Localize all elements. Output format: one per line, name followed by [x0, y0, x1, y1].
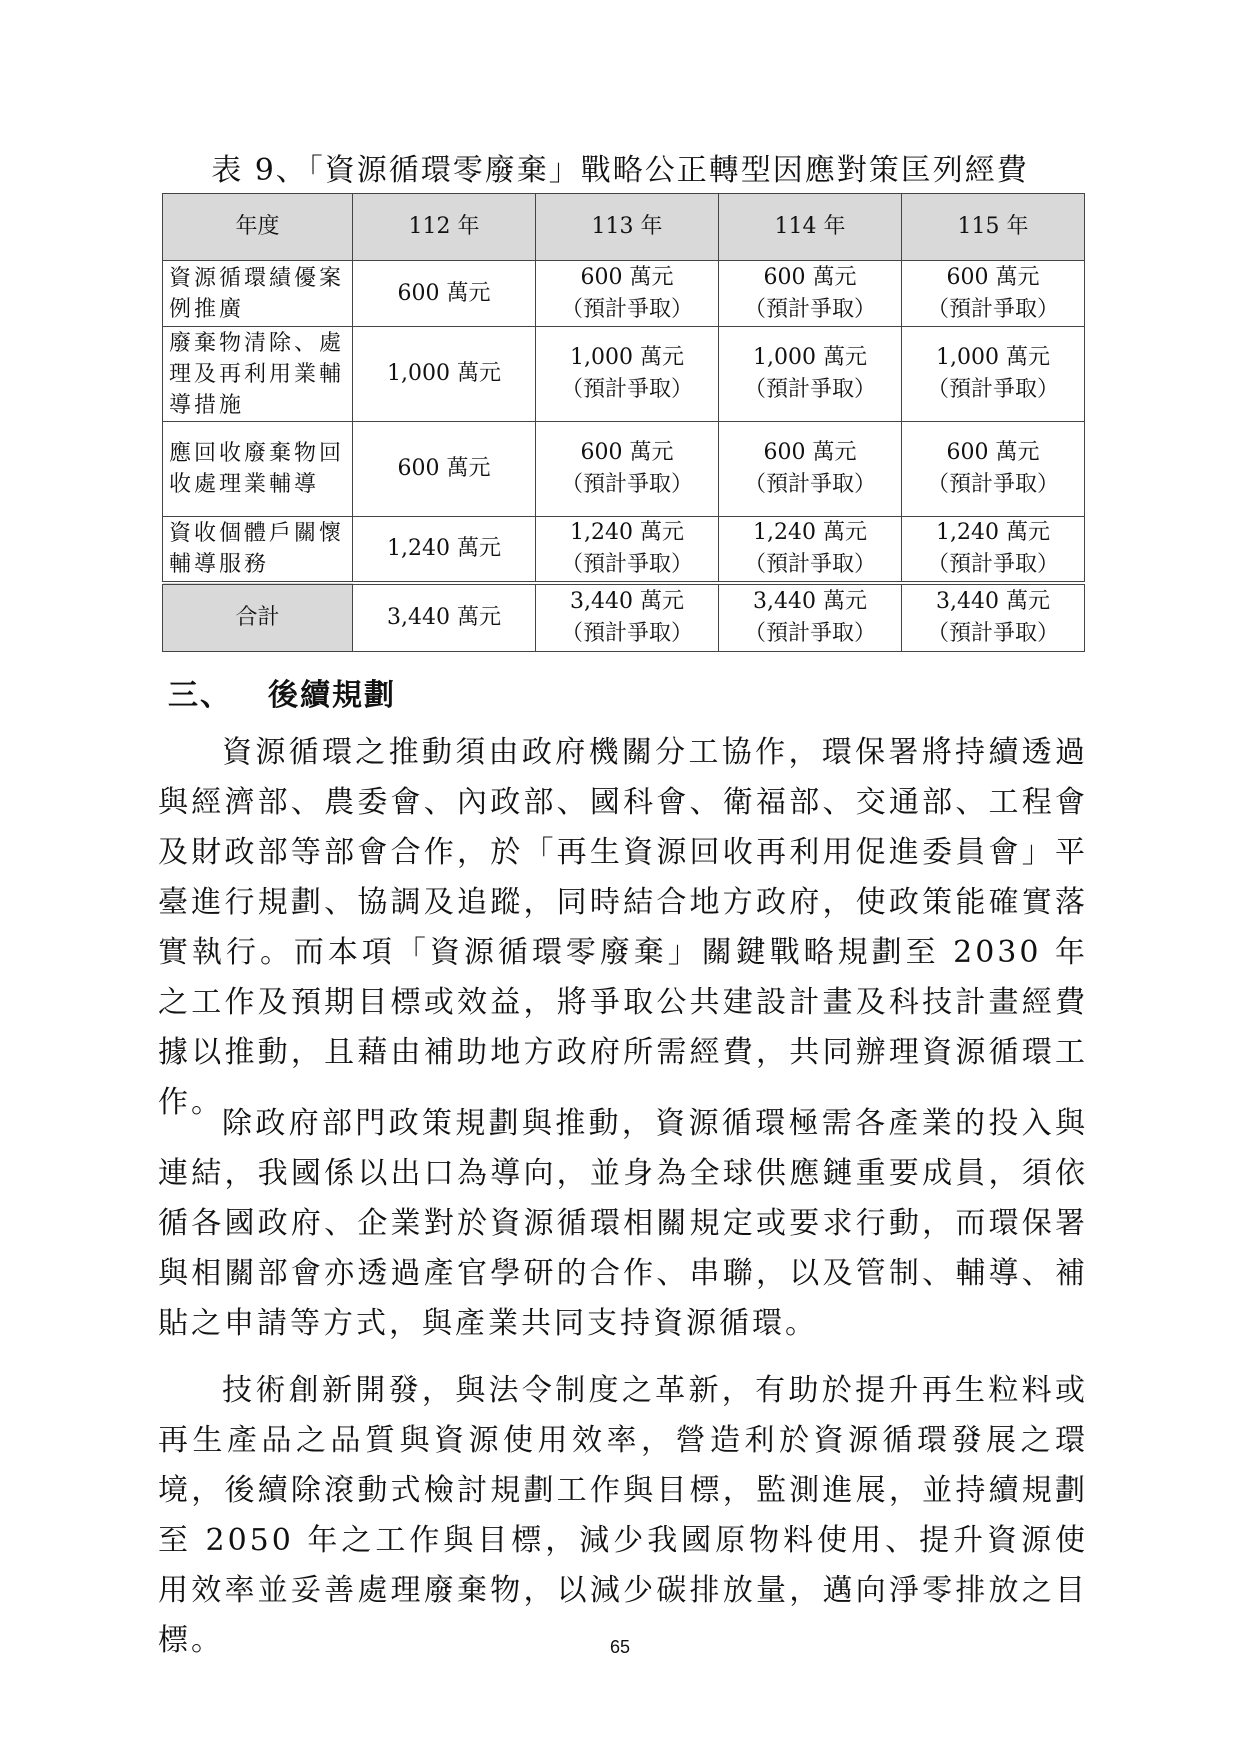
- table-cell: [353, 327, 536, 422]
- cell-note: （預計爭取）: [743, 296, 876, 322]
- cell-note: （預計爭取）: [926, 377, 1059, 402]
- cell-note: （預計爭取）: [926, 472, 1059, 497]
- table-cell: [719, 422, 902, 517]
- cell-amount: 3,440 萬元: [387, 604, 501, 630]
- body-paragraph: 技術創新開發，與法令制度之革新，有助於提升再生粒料或再生產品之品質與資源使用效率，營造利於資源循環發展之環境，後續除滾動式檢討規劃工作與目標，監測進展，並持續規劃至 2050 年之工作與目標，減少我國原物料使用、提升資源使用效率並妥善處理廢棄物，以減少碳排放量，邁向淨零排放之目標。: [158, 1373, 1088, 1658]
- cell-amount: 1,000 萬元: [570, 345, 684, 370]
- cell-note: （預計爭取）: [743, 377, 876, 402]
- cell-amount: 3,440 萬元: [570, 588, 684, 614]
- section-title: 後續規劃: [268, 678, 396, 713]
- cell-note: （預計爭取）: [560, 296, 693, 322]
- body-paragraph: 資源循環之推動須由政府機關分工協作，環保署將持續透過與經濟部、農委會、內政部、國科會、衛福部、交通部、工程會及財政部等部會合作，於「再生資源回收再利用促進委員會」平臺進行規劃、協調及追蹤，同時結合地方政府，使政策能確實落實執行。而本項「資源循環零廢棄」關鍵戰略規劃至 2030 年之工作及預期目標或效益，將爭取公共建設計畫及科技計畫經費據以推動，且藉由補助地方政府所需經費，共同辦理資源循環工作。: [158, 735, 1088, 1120]
- table-caption: 表 9、「資源循環零廢棄」戰略公正轉型因應對策匡列經費: [211, 153, 1029, 188]
- table-cell: [902, 422, 1085, 517]
- cell-note: （預計爭取）: [560, 620, 693, 646]
- table-row: [163, 422, 1085, 517]
- cell-amount: 600 萬元: [397, 456, 491, 481]
- cell-note: （預計爭取）: [743, 620, 876, 646]
- table-cell: [536, 261, 719, 327]
- row-item-label: 資收個體戶關懷輔導服務: [163, 517, 353, 584]
- section-heading: [168, 670, 396, 714]
- total-label: 合計: [163, 583, 353, 651]
- cell-note: （預計爭取）: [560, 377, 693, 402]
- table-cell: [719, 327, 902, 422]
- row-item-label: 應回收廢棄物回收處理業輔導: [163, 422, 353, 517]
- table-cell: [902, 583, 1085, 651]
- header-115: 115 年: [902, 194, 1085, 261]
- table-cell: [719, 583, 902, 651]
- cell-amount: 600 萬元: [946, 440, 1040, 465]
- cell-amount: 1,000 萬元: [753, 345, 867, 370]
- table-cell: [902, 261, 1085, 327]
- table-cell: [719, 517, 902, 584]
- cell-amount: 3,440 萬元: [753, 588, 867, 614]
- cell-note: （預計爭取）: [560, 472, 693, 497]
- cell-amount: 1,240 萬元: [387, 536, 501, 561]
- header-114: 114 年: [719, 194, 902, 261]
- page-number: 65: [609, 1637, 631, 1657]
- cell-amount: 600 萬元: [397, 280, 491, 306]
- table-cell: [353, 517, 536, 584]
- section-number: 三、: [168, 678, 232, 713]
- table-cell: [536, 517, 719, 584]
- table-row: [163, 517, 1085, 584]
- table-header-row: [163, 194, 1085, 261]
- budget-table: [162, 193, 1085, 652]
- table-cell: [719, 261, 902, 327]
- table-cell: [536, 583, 719, 651]
- cell-amount: 1,240 萬元: [936, 520, 1050, 545]
- cell-note: （預計爭取）: [743, 552, 876, 577]
- cell-note: （預計爭取）: [926, 620, 1059, 646]
- table-row: [163, 327, 1085, 422]
- cell-note: （預計爭取）: [926, 552, 1059, 577]
- cell-amount: 1,000 萬元: [387, 361, 501, 386]
- body-paragraph: 除政府部門政策規劃與推動，資源循環極需各產業的投入與連結，我國係以出口為導向，並身為全球供應鏈重要成員，須依循各國政府、企業對於資源循環相關規定或要求行動，而環保署與相關部會亦透過產官學研的合作、串聯，以及管制、輔導、補貼之申請等方式，與產業共同支持資源循環。: [158, 1106, 1088, 1341]
- table-cell: [902, 517, 1085, 584]
- row-item-label: 資源循環績優案例推廣: [163, 261, 353, 327]
- cell-note: （預計爭取）: [560, 552, 693, 577]
- table-total-row: [163, 583, 1085, 651]
- header-113: 113 年: [536, 194, 719, 261]
- header-112: 112 年: [353, 194, 536, 261]
- cell-amount: 1,000 萬元: [936, 345, 1050, 370]
- table-cell: [353, 583, 536, 651]
- table-cell: [536, 327, 719, 422]
- table-row: [163, 261, 1085, 327]
- cell-amount: 1,240 萬元: [753, 520, 867, 545]
- cell-amount: 600 萬元: [763, 440, 857, 465]
- table-cell: [353, 261, 536, 327]
- cell-amount: 600 萬元: [763, 264, 857, 290]
- cell-note: （預計爭取）: [926, 296, 1059, 322]
- cell-amount: 600 萬元: [580, 264, 674, 290]
- table-cell: [536, 422, 719, 517]
- cell-amount: 600 萬元: [946, 264, 1040, 290]
- header-year: 年度: [163, 194, 353, 261]
- table-cell: [902, 327, 1085, 422]
- cell-amount: 1,240 萬元: [570, 520, 684, 545]
- cell-note: （預計爭取）: [743, 472, 876, 497]
- cell-amount: 3,440 萬元: [936, 588, 1050, 614]
- cell-amount: 600 萬元: [580, 440, 674, 465]
- row-item-label: 廢棄物清除、處理及再利用業輔導措施: [163, 327, 353, 422]
- table-cell: [353, 422, 536, 517]
